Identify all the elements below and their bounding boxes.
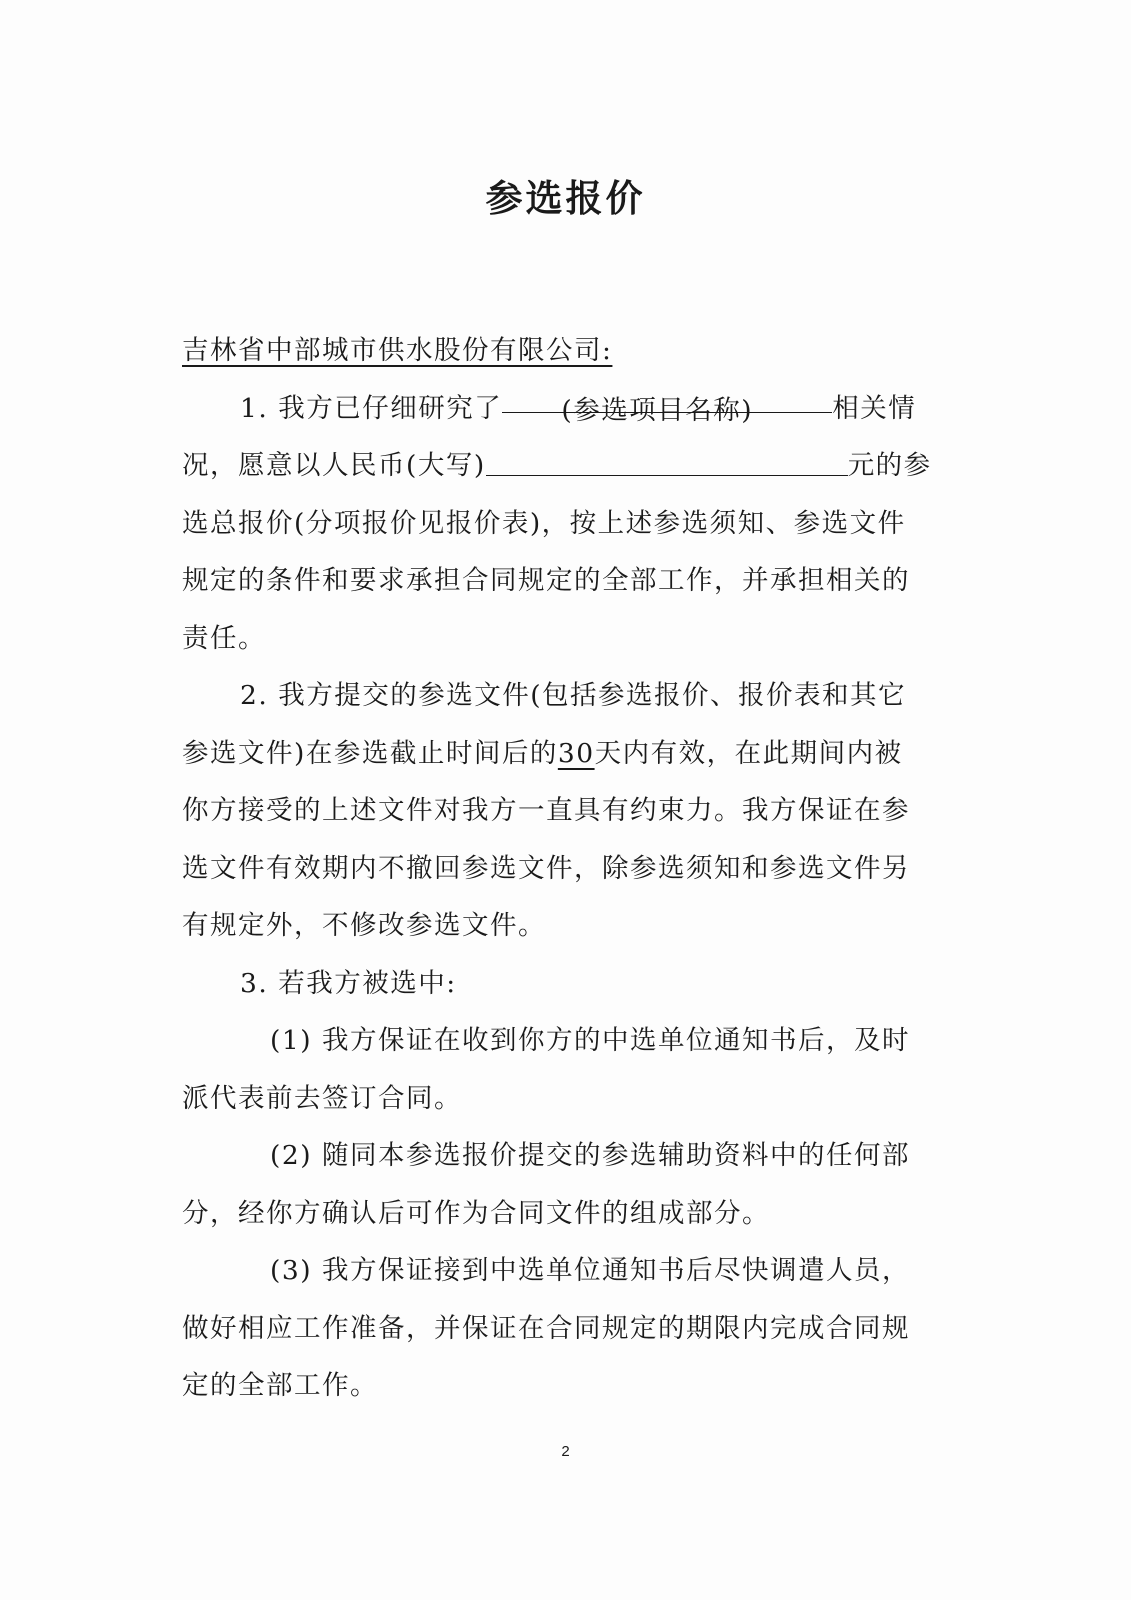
- validity-days: 30: [557, 737, 595, 769]
- item2-line5: 有规定外，不修改参选文件。: [182, 910, 546, 941]
- page-number: 2: [561, 1443, 570, 1460]
- item1-line1: [182, 380, 962, 438]
- item3-sub3-line2: 做好相应工作准备，并保证在合同规定的期限内完成合同规: [182, 1312, 910, 1344]
- item2-line1: 2. 我方提交的参选文件(包括参选报价、报价表和其它: [240, 680, 907, 711]
- item2-line4: 选文件有效期内不撤回参选文件，除参选须知和参选文件另: [182, 852, 910, 884]
- document-body: [182, 322, 962, 1415]
- item2-line2-pre: 参选文件)在参选截止时间后的: [182, 737, 558, 769]
- item3-sub3-line3: 定的全部工作。: [182, 1370, 378, 1401]
- item3-heading: 3. 若我方被选中:: [240, 967, 457, 999]
- item1-line1-post: 相关情: [832, 392, 917, 424]
- item1-line3: 选总报价(分项报价见报价表)，按上述参选须知、参选文件: [182, 507, 906, 539]
- item1-line2-post: 元的参: [847, 450, 932, 481]
- item3-sub3-line1: (3) 我方保证接到中选单位通知书后尽快调遣人员，: [270, 1255, 910, 1286]
- amount-blank: [486, 445, 848, 476]
- item1-line1-pre: 1. 我方已仔细研究了: [240, 392, 503, 424]
- item1-line2: [182, 437, 962, 495]
- item2-line2-post: 天内有效，在此期间内被: [594, 737, 903, 769]
- document-title: 参选报价: [485, 177, 646, 220]
- item3-sub1-line2: 派代表前去签订合同。: [182, 1082, 462, 1114]
- item2-line2: [182, 725, 962, 783]
- item3-sub2-line2: 分，经你方确认后可作为合同文件的组成部分。: [182, 1197, 770, 1229]
- project-name-blank: [502, 382, 832, 426]
- item1-line4: 规定的条件和要求承担合同规定的全部工作，并承担相关的: [182, 565, 910, 596]
- project-name-placeholder: (参选项目名称): [561, 394, 754, 426]
- addressee: 吉林省中部城市供水股份有限公司:: [182, 335, 613, 366]
- item2-line3: 你方接受的上述文件对我方一直具有约束力。我方保证在参: [182, 795, 910, 826]
- item1-line5: 责任。: [182, 622, 266, 654]
- item3-sub2-line1: (2) 随同本参选报价提交的参选辅助资料中的任何部: [270, 1140, 910, 1171]
- item1-line2-pre: 况，愿意以人民币(大写): [182, 450, 486, 481]
- item3-sub1-line1: (1) 我方保证在收到你方的中选单位通知书后，及时: [270, 1025, 910, 1056]
